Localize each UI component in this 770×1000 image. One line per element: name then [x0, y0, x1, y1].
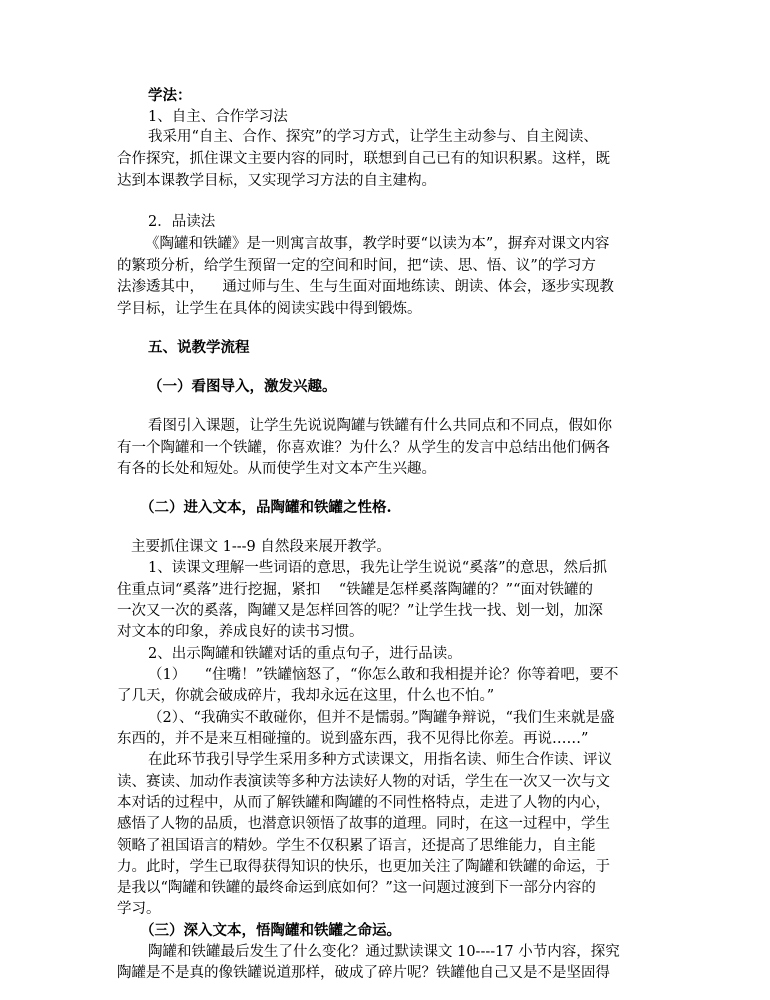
- paragraph-line: 的繁琐分析，给学生预留一定的空间和时间，把“读、思、悟、议”的学习方: [117, 258, 596, 274]
- section-heading-5: 五、说教学流程: [148, 339, 250, 356]
- subsection-heading-3: （三）深入文本，悟陶罐和铁罐之命运。: [140, 922, 401, 939]
- paragraph-line: 《陶罐和铁罐》是一则寓言故事，教学时要“以读为本”，摒弃对课文内容: [145, 236, 610, 252]
- paragraph-line: 本对话的过程中，从而了解铁罐和陶罐的不同性格特点，走进了人物的内心，: [117, 795, 610, 811]
- paragraph-line: 对文本的印象，养成良好的读书习惯。: [117, 624, 364, 640]
- quote-line: （2）、“我确实不敢碰你，但并不是懦弱。”陶罐争辩说，“我们生来就是盛: [148, 710, 615, 726]
- paragraph-line: 力。此时，学生已取得获得知识的快乐，也更加关注了陶罐和铁罐的命运，于: [117, 859, 610, 875]
- subsection-heading-1: （一）看图导入，激发兴趣。: [148, 378, 337, 395]
- paragraph-line: 主要抓住课文 1---9 自然段来展开教学。: [131, 539, 391, 555]
- paragraph-line: 读、赛读、加动作表演读等多种方法读好人物的对话，学生在一次又一次与文: [117, 774, 610, 790]
- paragraph-line: 有一个陶罐和一个铁罐，你喜欢谁？为什么？从学生的发言中总结出他们俩各: [117, 440, 610, 456]
- method-1-title: 1、自主、合作学习法: [148, 109, 288, 125]
- paragraph-line: 看图引入课题，让学生先说说陶罐与铁罐有什么共同点和不同点，假如你: [148, 418, 612, 434]
- paragraph-line: 一次又一次的奚落，陶罐又是怎样回答的呢？”让学生找一找、划一划，加深: [117, 603, 603, 619]
- quote-line: （1） “住嘴！”铁罐恼怒了，“你怎么敢和我相提并论？你等着吧，要不: [148, 667, 619, 683]
- paragraph-line: 住重点词“奚落”进行挖掘，紧扣 “铁罐是怎样奚落陶罐的？”“面对铁罐的: [117, 582, 593, 598]
- subsection-heading-2: （二）进入文本，品陶罐和铁罐之性格.: [140, 499, 392, 516]
- method-2-title: 2．品读法: [148, 214, 216, 230]
- paragraph-line: 有各的长处和短处。从而使学生对文本产生兴趣。: [117, 461, 436, 477]
- quote-line: 了几天，你就会破成碎片，我却永远在这里，什么也不怕。”: [117, 688, 495, 704]
- paragraph-line: 是我以“陶罐和铁罐的最终命运到底如何？”这一问题过渡到下一部分内容的: [117, 880, 596, 896]
- paragraph-line: 领略了祖国语言的精妙。学生不仅积累了语言，还提高了思维能力，自主能: [117, 838, 596, 854]
- paragraph-line: 我采用“自主、合作、探究”的学习方式，让学生主动参与、自主阅读、: [148, 129, 598, 145]
- paragraph-line: 法渗透其中， 通过师与生、生与生面对面地练读、朗读、体会，逐步实现教: [117, 279, 614, 295]
- paragraph-line: 陶罐和铁罐最后发生了什么变化？通过默读课文 10----17 小节内容，探究: [148, 944, 620, 960]
- paragraph-line: 学习。: [117, 901, 161, 917]
- paragraph-line: 在此环节我引导学生采用多种方式读课文，用指名读、师生合作读、评议: [148, 752, 612, 768]
- paragraph-line: 感悟了人物的品质，也潜意识领悟了故事的道理。同时，在这一过程中，学生: [117, 816, 610, 832]
- paragraph-line: 2、出示陶罐和铁罐对话的重点句子，进行品读。: [148, 646, 462, 662]
- paragraph-line: 陶罐是不是真的像铁罐说道那样，破成了碎片呢？铁罐他自己又是不是坚固得: [117, 965, 610, 981]
- quote-line: 东西的，并不是来互相碰撞的。说到盛东西，我不见得比你差。再说……”: [117, 731, 589, 747]
- paragraph-line: 合作探究，抓住课文主要内容的同时，联想到自己已有的知识积累。这样，既: [117, 151, 610, 167]
- paragraph-line: 学目标，让学生在具体的阅读实践中得到锻炼。: [117, 301, 422, 317]
- paragraph-line: 1、读课文理解一些词语的意思，我先让学生说说“奚落”的意思，然后抓: [148, 560, 608, 576]
- heading-study-methods: 学法：: [148, 87, 192, 104]
- paragraph-line: 达到本课教学目标，又实现学习方法的自主建构。: [117, 173, 436, 189]
